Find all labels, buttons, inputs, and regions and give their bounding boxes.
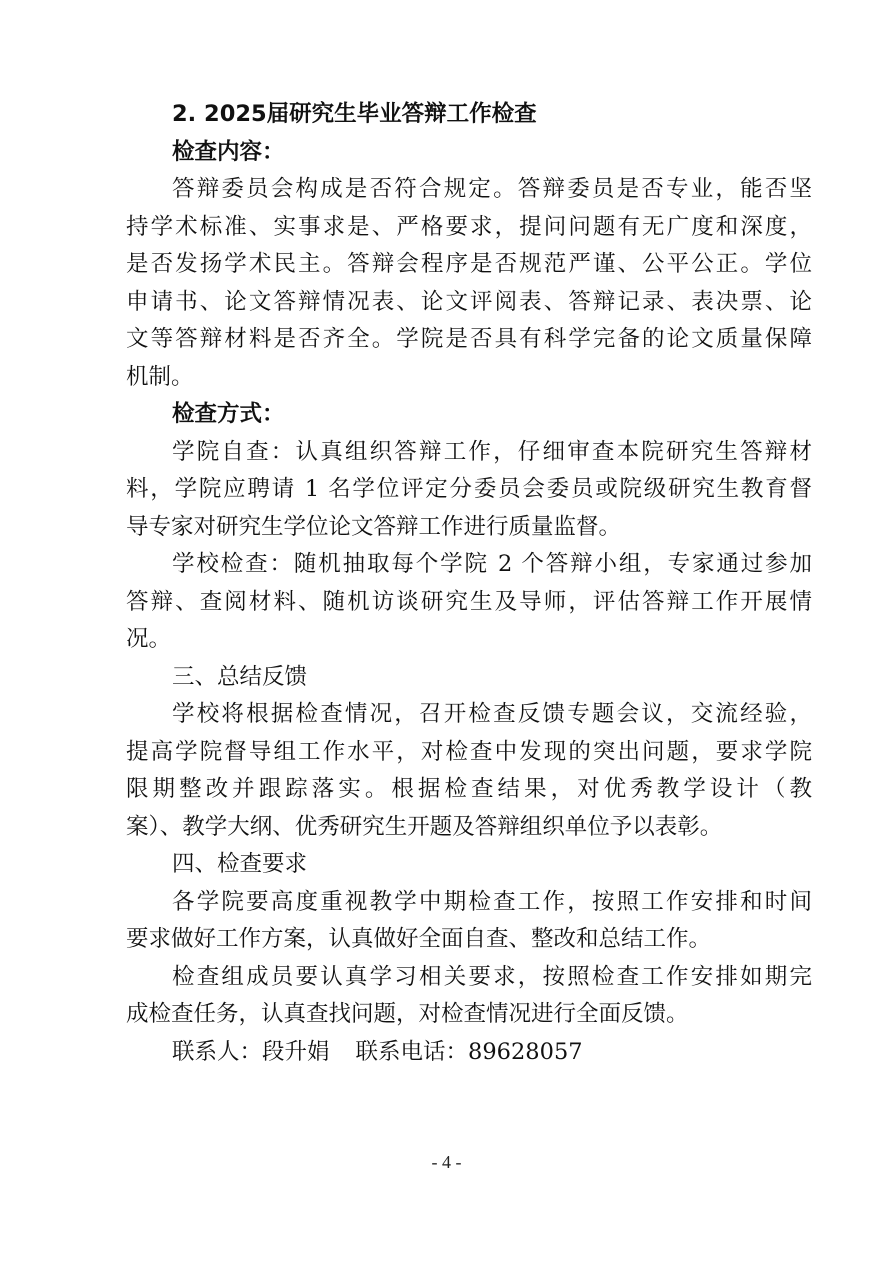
paragraph-line: 答辩、查阅材料、随机访谈研究生及导师，评估答辩工作开展情 <box>126 588 812 615</box>
paragraph-line: 学校检查：随机抽取每个学院 2 个答辩小组，专家通过参加 <box>172 551 812 577</box>
document-body <box>126 96 812 1071</box>
paragraph-line: 要求做好工作方案，认真做好全面自查、整改和总结工作。 <box>126 926 712 952</box>
contact-phone: 89628057 <box>468 1038 583 1065</box>
section-3-title: 三、总结反馈 <box>172 663 308 690</box>
contact-person: 段升娟 <box>262 1038 330 1065</box>
paragraph-line: 导专家对研究生学位论文答辩工作进行质量监督。 <box>126 513 622 540</box>
check-method-heading: 检查方式： <box>172 401 285 427</box>
paragraph-line: 各学院要高度重视教学中期检查工作，按照工作安排和时间 <box>172 888 812 915</box>
contact-phone-label: 联系电话： <box>355 1038 469 1065</box>
paragraph-line: 答辩委员会构成是否符合规定。答辩委员是否专业，能否坚 <box>172 176 812 202</box>
requirements-paragraph-1 <box>126 884 812 959</box>
check-content-heading: 检查内容： <box>172 138 285 165</box>
paragraph-line: 文等答辩材料是否齐全。学院是否具有科学完备的论文质量保障 <box>126 326 812 352</box>
paragraph-line: 是否发扬学术民主。答辩会程序是否规范严谨、公平公正。学位 <box>126 251 812 277</box>
requirements-paragraph-2 <box>126 959 812 1034</box>
paragraph-line: 况。 <box>126 626 172 652</box>
paragraph-line: 成检查任务，认真查找问题，对检查情况进行全面反馈。 <box>126 1001 689 1027</box>
method-school-check-paragraph <box>126 546 812 659</box>
paragraph-line: 学院自查：认真组织答辩工作，仔细审查本院研究生答辩材 <box>172 438 812 465</box>
contact-person-label: 联系人： <box>172 1038 263 1065</box>
paragraph-line: 检查组成员要认真学习相关要求，按照检查工作安排如期完 <box>172 963 812 990</box>
paragraph-line: 提高学院督导组工作水平，对检查中发现的突出问题，要求学院 <box>126 738 812 765</box>
paragraph-line: 持学术标准、实事求是、严格要求，提问问题有无广度和深度， <box>126 213 812 240</box>
paragraph-line: 案）、教学大纲、优秀研究生开题及答辩组织单位予以表彰。 <box>126 813 723 840</box>
method-self-check-paragraph <box>126 434 812 547</box>
summary-feedback-paragraph <box>126 696 812 846</box>
contact-line <box>126 1034 812 1072</box>
paragraph-line: 学校将根据检查情况，召开检查反馈专题会议，交流经验， <box>172 701 812 727</box>
page-number: - 4 - <box>431 1152 462 1172</box>
section-4-title: 四、检查要求 <box>172 851 308 877</box>
check-content-paragraph <box>126 171 812 396</box>
paragraph-line: 料，学院应聘请 1 名学位评定分委员会委员或院级研究生教育督 <box>126 476 812 502</box>
paragraph-line: 机制。 <box>126 363 194 390</box>
paragraph-line: 限期整改并跟踪落实。根据检查结果，对优秀教学设计（教 <box>126 776 812 802</box>
section-2-title: 2. 2025届研究生毕业答辩工作检查 <box>172 101 537 127</box>
paragraph-line: 申请书、论文答辩情况表、论文评阅表、答辩记录、表决票、论 <box>126 288 812 315</box>
